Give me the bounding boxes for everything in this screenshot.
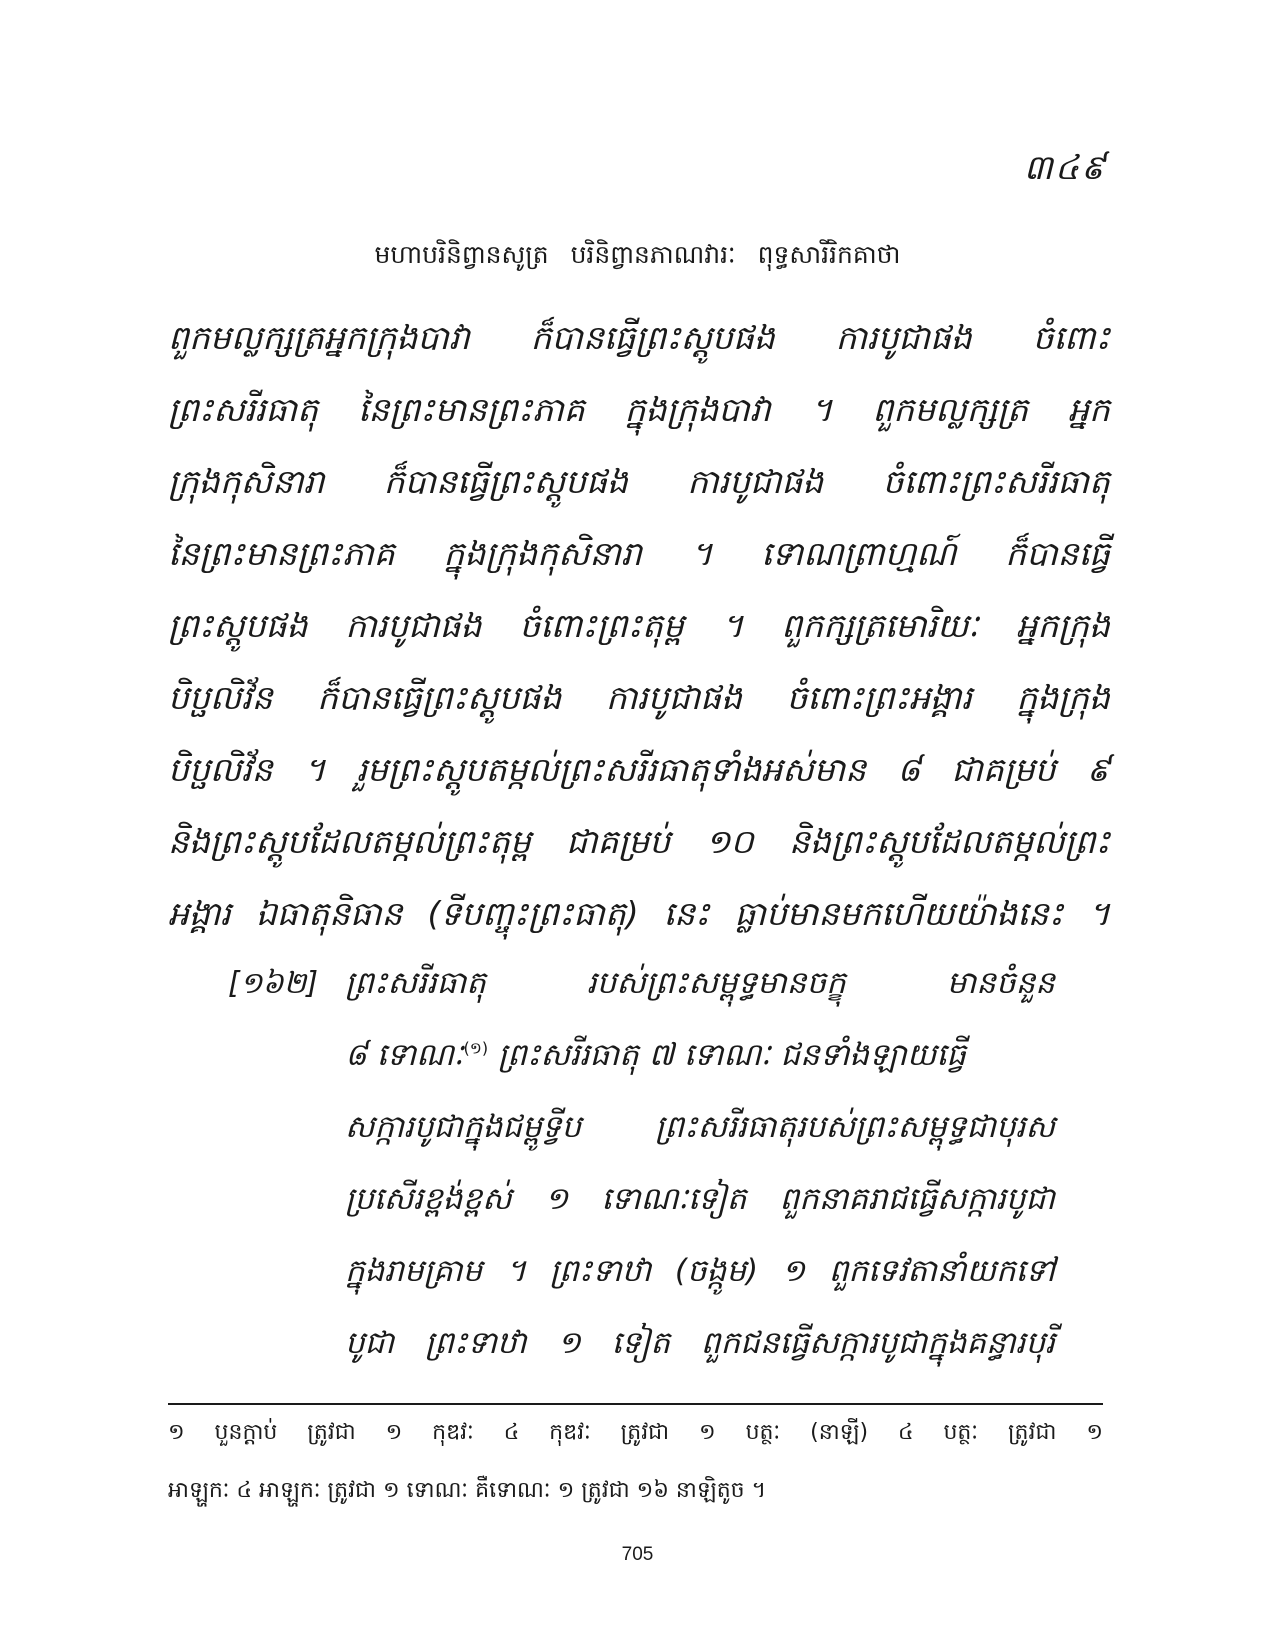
verse-number: [១៦២] <box>228 966 319 1001</box>
body-line: និងព្រះស្តូបដែលតម្កល់ព្រះតុម្ព ជាគម្រប់ ១០ និងព្រះស្តូបដែលតម្កល់ព្រះ <box>168 822 1110 861</box>
page-number-khmer: ៣៤៩ <box>1023 148 1107 188</box>
verse-line: បូជា ព្រះទាឋា ១ ទៀត ពួកជនធ្វើសក្ការបូជាក្នុងគន្ធារបុរី <box>345 1325 1055 1361</box>
body-line: ព្រះស្តូបផង ការបូជាផង ចំពោះព្រះតុម្ព ។ ពួកក្សត្រមោរិយៈ អ្នកក្រុង <box>168 606 1110 645</box>
body-line: ក្រុងកុសិនារា ក៏បានធ្វើព្រះស្តូបផង ការបូជាផង ចំពោះព្រះសរីរធាតុ <box>168 462 1110 501</box>
verse-line: ព្រះសរីរធាតុ របស់ព្រះសម្ពុទ្ធមានចក្ខុ មានចំនួន <box>345 965 1055 1001</box>
footnote-line: អាឡ្ហកៈ ៤ អាឡ្ហកៈ ត្រូវជា ១ ទោណៈ គឺទោណៈ ១ ត្រូវជា ១៦ នាឡិតូច ។ <box>168 1478 767 1503</box>
verse-line: សក្ការបូជាក្នុងជម្ពូទ្វីប ព្រះសរីរធាតុរបស់ព្រះសម្ពុទ្ធជាបុរស <box>345 1109 1055 1145</box>
footnote-line: ១ បួនក្តាប់ ត្រូវជា ១ កុឌវៈ ៤ កុឌវៈ ត្រូវជា ១ បត្ថៈ (នាឡី) ៤ បត្ថៈ ត្រូវជា ១ <box>168 1420 1103 1445</box>
page-number: 705 <box>621 1544 654 1565</box>
footnote-reference[interactable]: (១) <box>463 1038 489 1058</box>
verse-text: ៨ ទោណៈ <box>345 1037 464 1073</box>
body-line: បិប្ផលិវ័ន ក៏បានធ្វើព្រះស្តូបផង ការបូជាផង ចំពោះព្រះអង្គារ ក្នុងក្រុង <box>168 678 1110 717</box>
verse-line <box>345 1036 1055 1081</box>
running-header: មហាបរិនិព្វានសូត្រ បរិនិព្វានភាណវារៈ ពុទ្ធសារីរិកគាថា <box>374 240 901 269</box>
verse-line: ក្នុងរាមគ្រាម ។ ព្រះទាឋា (ចង្កូម) ១ ពួកទេវតានាំយកទៅ <box>345 1253 1055 1289</box>
body-line: អង្គារ ឯធាតុនិធាន (ទីបញ្ចុះព្រះធាតុ) នេះ ធ្លាប់មានមកហើយយ៉ាងនេះ ។ <box>168 894 1110 933</box>
body-line: ព្រះសរីរធាតុ នៃព្រះមានព្រះភាគ ក្នុងក្រុងបាវា ។ ពួកមល្លក្សត្រ អ្នក <box>168 390 1110 429</box>
body-line: ពួកមល្លក្សត្រអ្នកក្រុងបាវា ក៏បានធ្វើព្រះស្តូបផង ការបូជាផង ចំពោះ <box>168 318 1110 357</box>
verse-line: ប្រសើរខ្ពង់ខ្ពស់ ១ ទោណៈទៀត ពួកនាគរាជធ្វើសក្ការបូជា <box>345 1181 1055 1217</box>
verse-text: ព្រះសរីរធាតុ ៧ ទោណៈ ជនទាំងឡាយធ្វើ <box>488 1037 966 1073</box>
body-line: នៃព្រះមានព្រះភាគ ក្នុងក្រុងកុសិនារា ។ ទោណព្រាហ្មណ៍ ក៏បានធ្វើ <box>168 534 1110 573</box>
footnote-divider <box>168 1403 1103 1405</box>
body-line: បិប្ផលិវ័ន ។ រួមព្រះស្តូបតម្កល់ព្រះសរីរធាតុទាំងអស់មាន ៨ ជាគម្រប់ ៩ <box>168 750 1110 789</box>
